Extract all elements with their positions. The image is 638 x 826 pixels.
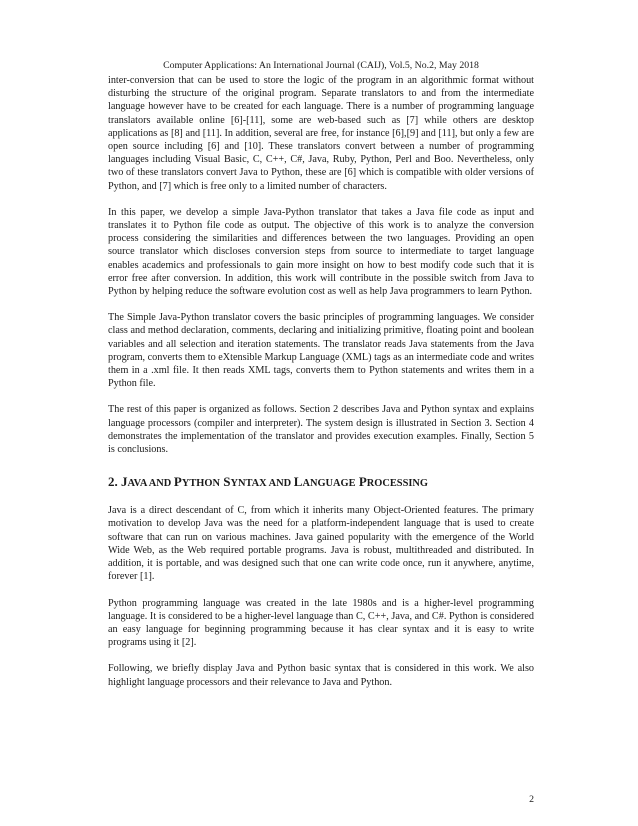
body-paragraph: In this paper, we develop a simple Java-Python translator that takes a Java file code as input and translates it to Python file code as output. The objective of this work is to analyze the conversion process considering the similarities and differences between the two languages. Providing an open source translator which discloses conversion steps from source to intermediate to target language enables academics and professionals to gain more insight on how to best modify code such that it is error free after conversion. In addition, this work will contribute in the possible switch from Java to Python by helping reduce the software evolution cost as well as help Java programmers to learn Python. [108,206,534,298]
body-paragraph: The Simple Java-Python translator covers the basic principles of programming languages. We consider class and method declaration, comments, declaring and initializing primitive, floating point and boolean variables and all selection and iteration statements. The translator reads Java statements from the Java program, converts them to eXtensible Markup Language (XML) tags as an intermediate code and writes them in a .xml file. It then reads XML tags, converts them to Python statements and writes them in a Python file. [108,312,534,390]
body-paragraph: Python programming language was created in the late 1980s and is a higher-level programming language. It is considered to be a higher-level language than C, C++, Java, and C#. Python is considered an easy language for beginning programming because it has clear syntax and it is easy to write programs using it [2]. [108,597,534,649]
heading-initial: L [293,474,303,490]
heading-rest: ANGUAGE [302,478,356,490]
section-heading [108,474,534,492]
body-paragraph: inter-conversion that can be used to store the logic of the program in an algorithmic format without disturbing the structure of the original program. Separate translators to and from the intermediate language however have to be created for each language. There is a number of programming language translators available online [6]-[11], some are web-based such as [7] while others are desktop applications as [8] and [11]. In addition, several are free, for instance [6],[9] and [11], but only a few are open source including [6] and [10]. These translators convert between a number of programming languages including Visual Basic, C, C++, C#, Java, Ruby, Python, Perl and Boo. Nevertheless, only two of these translators convert Java to Python, these are [6] which is compatible with older versions of Python, and [7] which is free only to a limited number of characters. [108,75,534,192]
body-paragraph: Java is a direct descendant of C, from which it inherits many Object-Oriented features. The primary motivation to develop Java was the need for a platform-independent language that is used to create software that can run on various machines. Java gained popularity with the emergence of the World Wide Web, as the Web required portable programs. Java is robust, multithreaded and distributed. In addition, it is portable, and was designed such that one can write code once, run it anywhere, anytime, forever [1]. [108,505,534,583]
heading-initial: P [173,474,182,490]
page-number: 2 [529,794,534,805]
heading-word: AND [146,478,174,490]
heading-initial: P [355,474,367,490]
body-paragraph: The rest of this paper is organized as follows. Section 2 describes Java and Python syntax and explains language processors (compiler and interpreter). The system design is illustrated in Section 3. Section 4 demonstrates the implementation of the translator and provides execution examples. Finally, Section 5 is conclusions. [108,404,534,456]
heading-initial: S [219,474,231,490]
heading-word: AND [266,478,294,490]
heading-rest: YTHON [181,478,220,490]
running-header: Computer Applications: An International Journal (CAIJ), Vol.5, No.2, May 2018 [163,60,479,71]
heading-rest: YNTAX [230,478,267,490]
heading-initial: J [121,474,128,490]
section-number: 2. [108,474,121,490]
heading-rest: AVA [127,478,147,490]
body-paragraph: Following, we briefly display Java and Python basic syntax that is considered in this work. We also highlight language processors and their relevance to Java and Python. [108,663,534,688]
heading-rest: ROCESSING [366,478,428,490]
